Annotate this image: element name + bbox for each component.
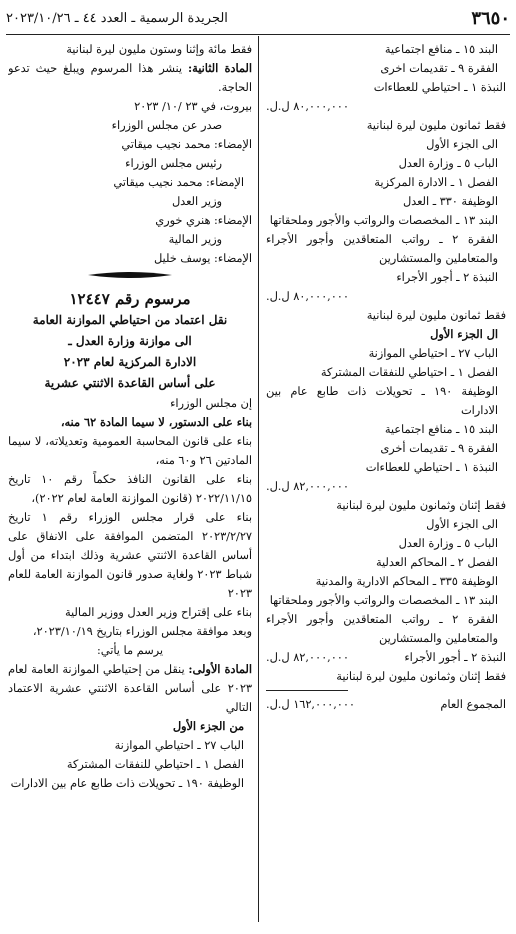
amount-in-words: فقط مائة وإثنا وستون مليون ليرة لبنانية (66, 43, 252, 56)
budget-line: الى الجزء الأول (426, 138, 498, 151)
budget-line: ال الجزء الأول (430, 327, 498, 341)
signature-line: الإمضاء: هنري خوري (155, 214, 252, 227)
budget-line: النبذة ٢ ـ أجور الأجراء (396, 271, 498, 284)
column-divider (258, 36, 259, 922)
budget-line: الوظيفة ٣٣٥ ـ المحاكم الادارية والمدنية (315, 575, 498, 588)
preamble-line: بناء على قرار مجلس الوزراء رقم ١ تاريخ ٢٠٢٣/٢/٢٧ المتضمن الموافقة على الانفاق على أساس القاعدة الاثنتي عشرية وذلك ابتداء من أول شباط ٢٠٢٣ ولغاية صدور قانون الموازنة العامة للعام ٢٠٢٣ (8, 511, 252, 600)
amount-in-words: فقط إثنان وثمانون مليون ليرة لبنانية (336, 670, 506, 683)
article-one (8, 660, 252, 717)
budget-line: الفصل ١ ـ الادارة المركزية (374, 176, 498, 189)
preamble-line: إن مجلس الوزراء (170, 397, 252, 410)
preamble-line: بناء على القانون النافذ حكماً رقم ١٠ تاريخ ٢٠٢٢/١١/١٥ (قانون الموازنة العامة لعام ٢٠٢٢)، (8, 473, 252, 505)
decree-title: مرسوم رقم ١٢٤٤٧ (69, 290, 191, 308)
amount: ٨٢,٠٠٠,٠٠٠ ل.ل. (266, 651, 349, 664)
amount-row (266, 287, 506, 306)
amount-row (266, 78, 506, 97)
budget-line: الوظيفة ١٩٠ ـ تحويلات ذات طابع عام بين الادارات (266, 385, 499, 417)
header-rule (6, 34, 510, 35)
article-label: المادة الأولى: (188, 662, 252, 676)
preamble-line: بناء على إقتراح وزير العدل ووزير المالية (64, 606, 252, 619)
signature-line: الإمضاء: محمد نجيب ميقاتي (113, 176, 244, 189)
left-column (8, 40, 252, 793)
ornament-divider-icon (8, 270, 252, 280)
budget-line: الفقرة ٢ ـ رواتب المتعاقدين وأجور الأجراء والمتعاملين والمستشارين (266, 613, 498, 645)
budget-line: الى الجزء الأول (426, 518, 498, 531)
signature-line: صدر عن مجلس الوزراء (111, 119, 222, 132)
amount-row (266, 648, 506, 667)
signature-line: الإمضاء: محمد نجيب ميقاتي (121, 138, 252, 151)
budget-line: الفصل ٢ ـ المحاكم العدلية (375, 556, 498, 569)
budget-line: البند ١٣ ـ المخصصات والرواتب والأجور وملحقاتها (269, 214, 498, 227)
amount-in-words: فقط إثنان وثمانون مليون ليرة لبنانية (336, 499, 506, 512)
budget-line: الوظيفة ١٩٠ ـ تحويلات ذات طابع عام بين الادارات (10, 777, 244, 790)
budget-line: الوظيفة ٣٣٠ ـ العدل (402, 195, 498, 208)
budget-line: الباب ٢٧ ـ احتياطي الموازنة (114, 739, 244, 752)
signature-line: رئيس مجلس الوزراء (125, 157, 222, 170)
article-label: المادة الثانية: (188, 61, 252, 75)
amount: ٨٠,٠٠٠,٠٠٠ ل.ل. (266, 290, 349, 303)
preamble-line: بناء على الدستور، لا سيما المادة ٦٢ منه، (60, 415, 252, 429)
right-column (266, 40, 506, 714)
total-amount: ١٦٢,٠٠٠,٠٠٠ ل.ل. (266, 698, 355, 711)
budget-line: البند ١٥ ـ منافع اجتماعية (384, 43, 498, 56)
amount-in-words: فقط ثمانون مليون ليرة لبنانية (366, 119, 506, 132)
budget-line: الفقرة ٩ ـ تقديمات اخرى (380, 62, 498, 75)
decree-subtitle: على أساس القاعدة الاثنتي عشرية (44, 376, 216, 390)
signature-line: وزير العدل (171, 195, 222, 208)
budget-line: الفصل ١ ـ احتياطي للنفقات المشتركة (66, 758, 244, 771)
total-row (266, 695, 506, 714)
budget-line: النبذة ١ ـ احتياطي للعطاءات (365, 461, 498, 474)
budget-line: الباب ٥ ـ وزارة العدل (398, 157, 498, 170)
preamble-line: وبعد موافقة مجلس الوزراء بتاريخ ٢٠٢٣/١٠/١٩، (32, 625, 252, 638)
gazette-title: الجريدة الرسمية ـ العدد ٤٤ ـ ٢٠٢٣/١٠/٢٦ (6, 11, 228, 26)
decree-subtitle: نقل اعتماد من احتياطي الموازنة العامة (32, 313, 228, 327)
amount-row (266, 97, 506, 116)
budget-line: النبذة ٢ ـ أجور الأجراء (404, 651, 506, 664)
decrees-heading: يرسم ما يأتي: (97, 644, 163, 657)
article-text: ينقل من إحتياطي الموازنة العامة لعام ٢٠٢٣ على أساس القاعدة الاثنتي عشرية الاعتماد التالي (8, 663, 252, 714)
budget-line: الفصل ١ ـ احتياطي للنفقات المشتركة (320, 366, 498, 379)
sum-rule (266, 690, 348, 691)
article-two (8, 59, 252, 97)
amount: ٨٠,٠٠٠,٠٠٠ ل.ل. (266, 100, 349, 113)
budget-line: الفقرة ٩ ـ تقديمات أخرى (380, 442, 498, 455)
amount-row (266, 477, 506, 496)
page-number: ٣٦٥٠ (471, 8, 510, 29)
signature-line: الإمضاء: يوسف خليل (154, 252, 252, 265)
budget-line: النبذة ١ ـ احتياطي للعطاءات (373, 81, 506, 94)
budget-line: البند ١٥ ـ منافع اجتماعية (384, 423, 498, 436)
budget-line: البند ١٣ ـ المخصصات والرواتب والأجور وملحقاتها (269, 594, 498, 607)
amount: ٨٢,٠٠٠,٠٠٠ ل.ل. (266, 480, 349, 493)
budget-line: الباب ٥ ـ وزارة العدل (398, 537, 498, 550)
article-text: ينشر هذا المرسوم ويبلغ حيث تدعو الحاجة. (8, 62, 252, 94)
preamble-line: بناء على قانون المحاسبة العمومية وتعديلاته، لا سيما المادتين ٢٦ و٦٠ منه، (8, 435, 252, 467)
page-header (6, 8, 510, 34)
decree-subtitle: الى موازنة وزارة العدل ـ (68, 334, 192, 348)
amount-in-words: فقط ثمانون مليون ليرة لبنانية (366, 309, 506, 322)
ornament-divider (8, 268, 252, 280)
decree-subtitle: الادارة المركزية لعام ٢٠٢٣ (63, 355, 197, 369)
issue-date: بيروت، في ٢٣ /١٠/ ٢٠٢٣ (134, 100, 252, 113)
signature-line: وزير المالية (168, 233, 222, 246)
budget-line: من الجزء الأول (172, 719, 244, 733)
budget-line: الفقرة ٢ ـ رواتب المتعاقدين وأجور الأجراء والمتعاملين والمستشارين (266, 233, 498, 265)
total-label: المجموع العام (440, 698, 506, 711)
budget-line: الباب ٢٧ ـ احتياطي الموازنة (368, 347, 498, 360)
